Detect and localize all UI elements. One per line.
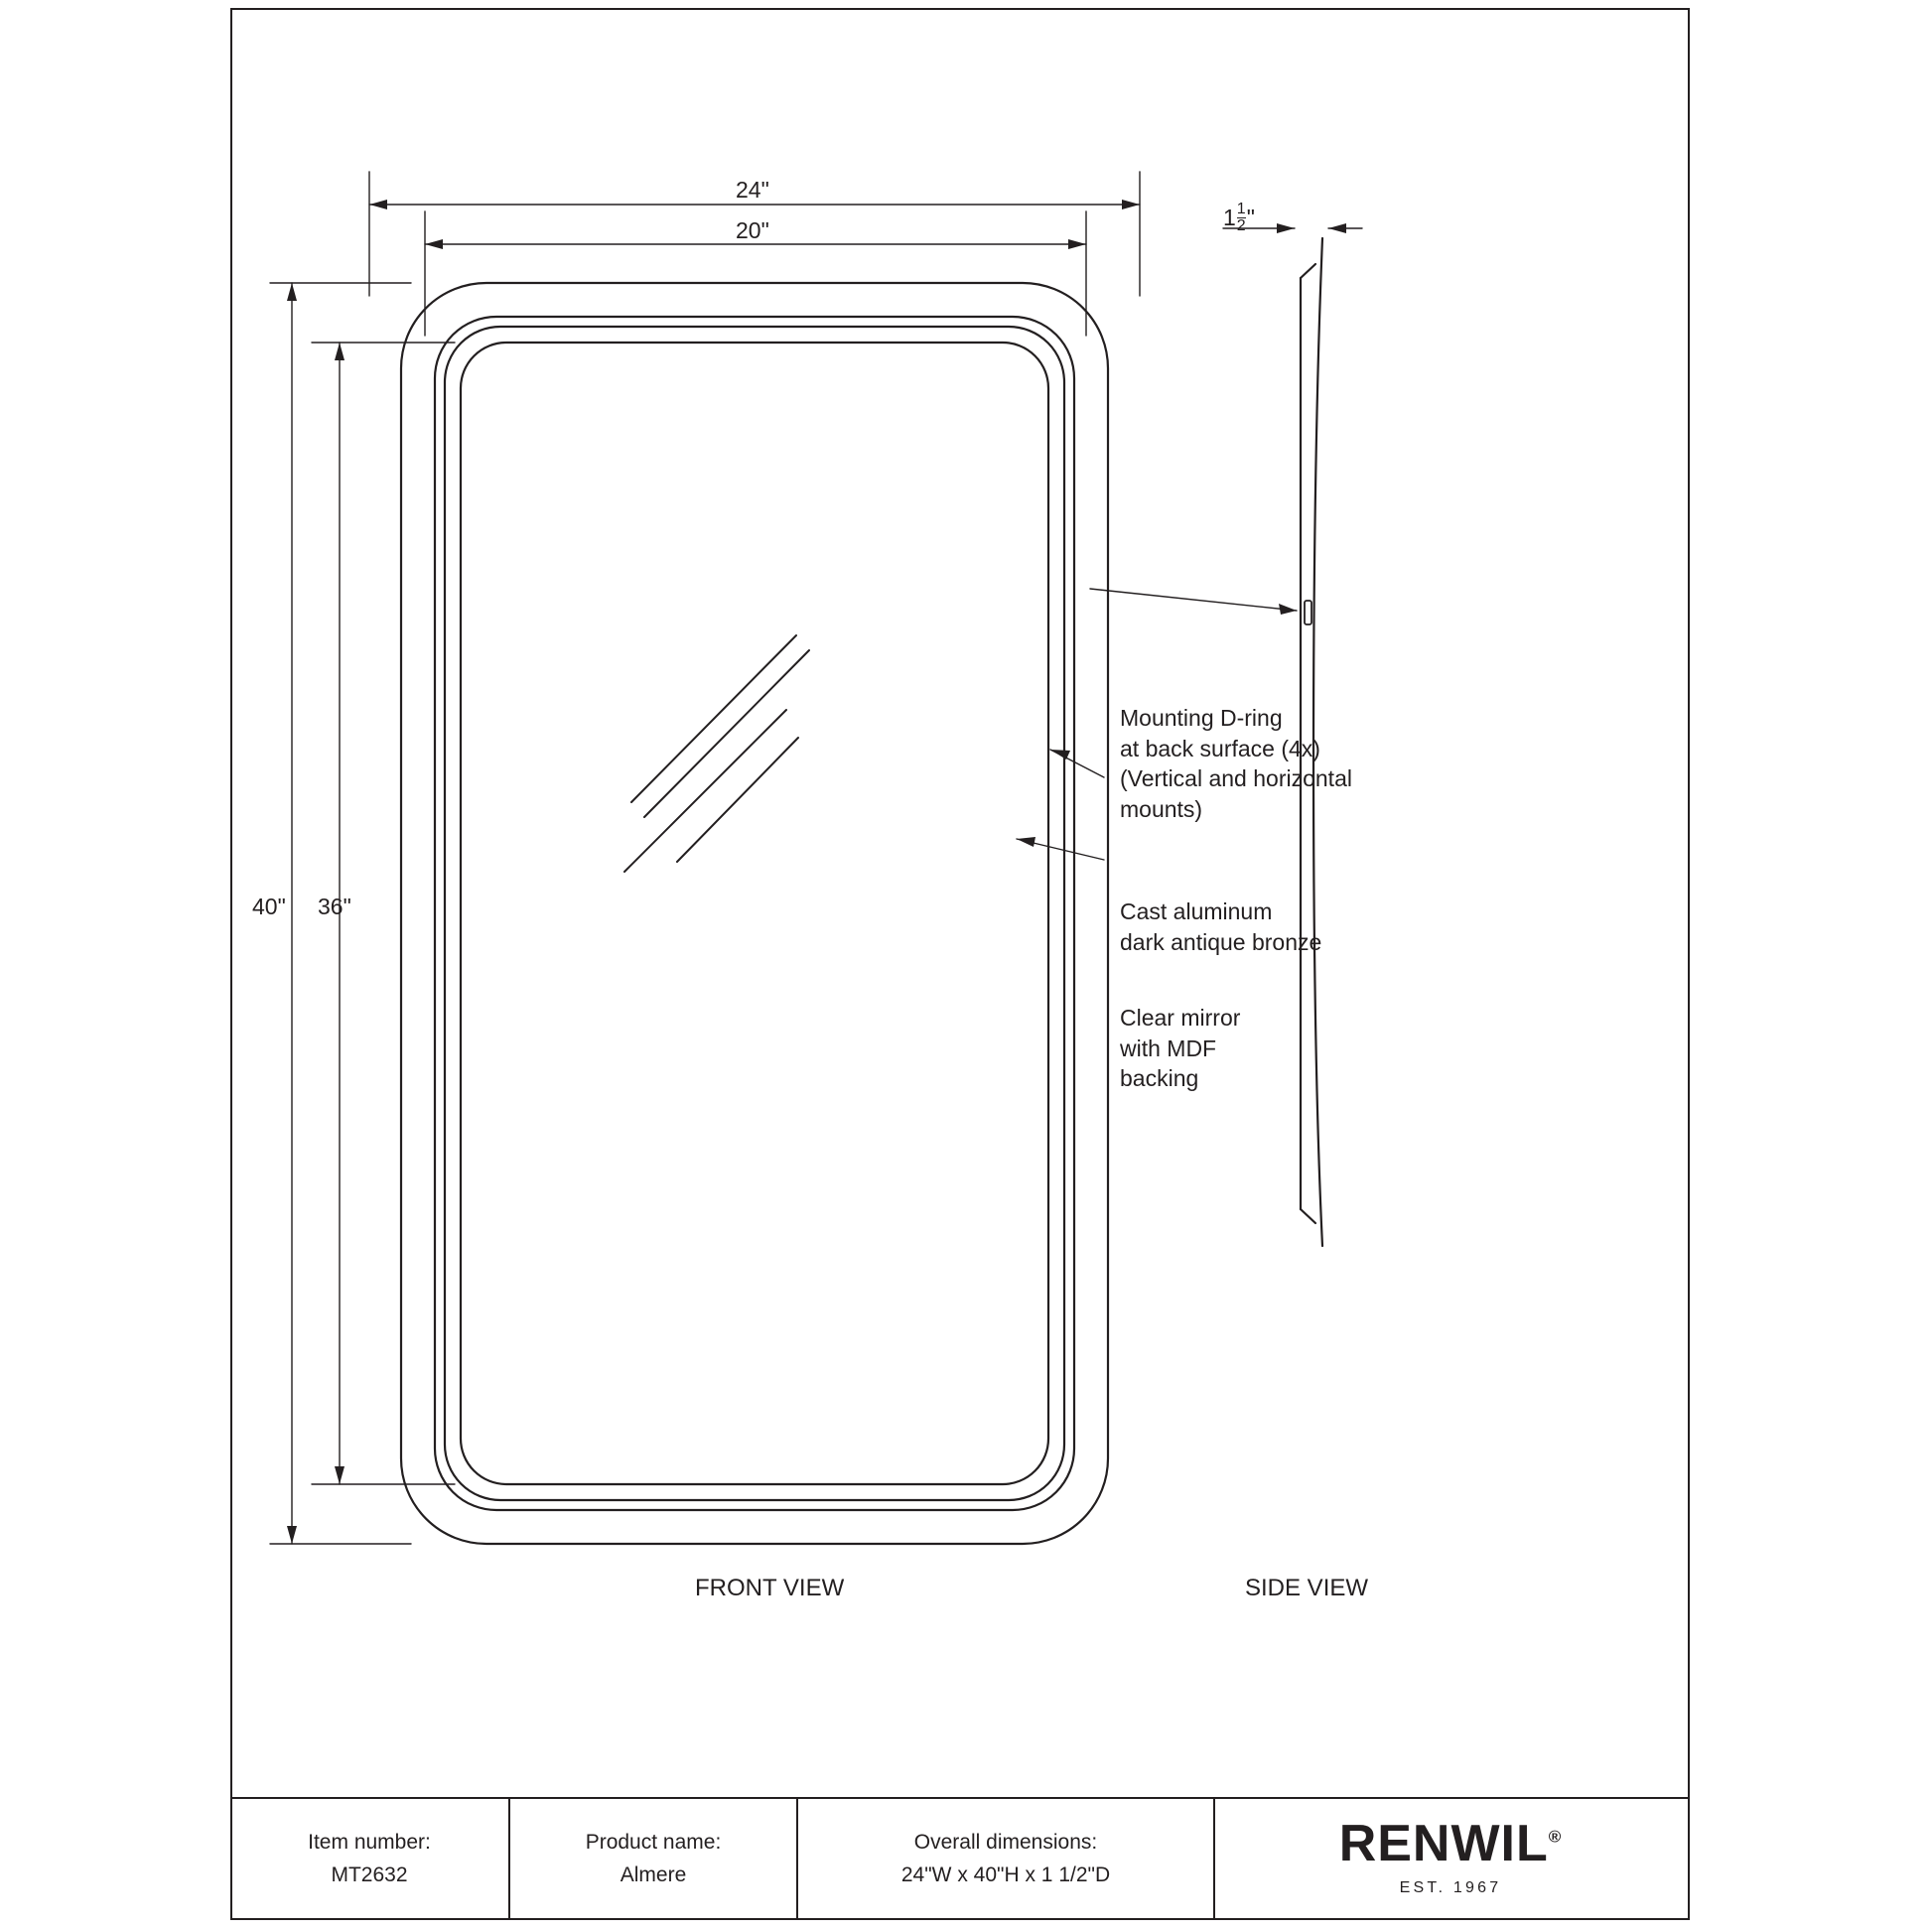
title-block-product-name: [510, 1799, 798, 1920]
glass-reflection-lines: [624, 635, 809, 872]
title-block: [230, 1797, 1690, 1920]
callout-cast-aluminum-line-2: dark antique bronze: [1120, 928, 1322, 955]
side-view-label: SIDE VIEW: [1245, 1575, 1369, 1601]
brand-logo: [1338, 1815, 1563, 1901]
title-block-item-number: [230, 1799, 510, 1920]
callout-cast-aluminum-line-1: Cast aluminum: [1120, 898, 1273, 924]
item-number-label: Item number:: [308, 1831, 431, 1855]
depth-denominator: 2: [1236, 217, 1246, 235]
item-number-value: MT2632: [331, 1863, 408, 1886]
dim-overall-width-label: 24": [736, 177, 769, 203]
brand-name: RENWIL: [1338, 1815, 1549, 1873]
product-name-value: Almere: [620, 1863, 687, 1886]
callout-mounting-d-ring-line-3: (Vertical and horizontal: [1120, 765, 1352, 792]
dim-overall-height-label: 40": [252, 894, 286, 919]
drawing-canvas: [230, 8, 1690, 1795]
dim-mirror-width-label: 20": [736, 217, 769, 243]
callout-mounting-d-ring-line-2: at back surface (4x): [1120, 735, 1320, 761]
product-name-label: Product name:: [585, 1831, 722, 1855]
callout-mounting-d-ring-line-1: Mounting D-ring: [1120, 705, 1283, 731]
callout-clear-mirror-line-2: with MDF: [1120, 1035, 1217, 1061]
overall-dimensions-label: Overall dimensions:: [913, 1831, 1098, 1855]
brand-wordmark: [1338, 1815, 1563, 1873]
callout-mounting-d-ring-line-4: mounts): [1120, 795, 1203, 822]
mirror-glass-bevel: [445, 327, 1064, 1500]
callout-clear-mirror: [1120, 1003, 1240, 1094]
mirror-glass: [461, 343, 1048, 1484]
dim-depth-label: [1223, 203, 1255, 236]
mirror-frame-inner-edge: [435, 317, 1074, 1510]
side-view-top-cap: [1301, 264, 1315, 278]
side-view-bottom-cap: [1301, 1209, 1315, 1223]
mirror-outer-frame: [401, 283, 1108, 1544]
dim-mirror-height-label: 36": [318, 894, 351, 919]
title-block-brand: [1215, 1799, 1686, 1920]
depth-numerator: 1: [1236, 201, 1246, 218]
leader-mounting-d-ring: [1090, 589, 1297, 615]
depth-fraction: [1237, 202, 1246, 235]
registered-trademark-icon: ®: [1548, 1827, 1563, 1847]
depth-unit: ": [1246, 205, 1255, 230]
technical-drawing: [230, 8, 1690, 1795]
title-block-overall-dimensions: [798, 1799, 1215, 1920]
callout-clear-mirror-line-1: Clear mirror: [1120, 1005, 1241, 1031]
callout-mounting-d-ring: [1120, 703, 1352, 824]
depth-whole: 1: [1223, 205, 1236, 230]
brand-tagline: EST. 1967: [1399, 1879, 1502, 1897]
front-view-label: FRONT VIEW: [695, 1575, 845, 1601]
d-ring-symbol: [1305, 601, 1311, 624]
callout-cast-aluminum: [1120, 897, 1321, 957]
callout-clear-mirror-line-3: backing: [1120, 1065, 1199, 1092]
leader-clear-mirror: [1017, 837, 1104, 860]
overall-dimensions-value: 24"W x 40"H x 1 1/2"D: [900, 1863, 1111, 1886]
leader-cast-aluminum: [1050, 750, 1104, 777]
